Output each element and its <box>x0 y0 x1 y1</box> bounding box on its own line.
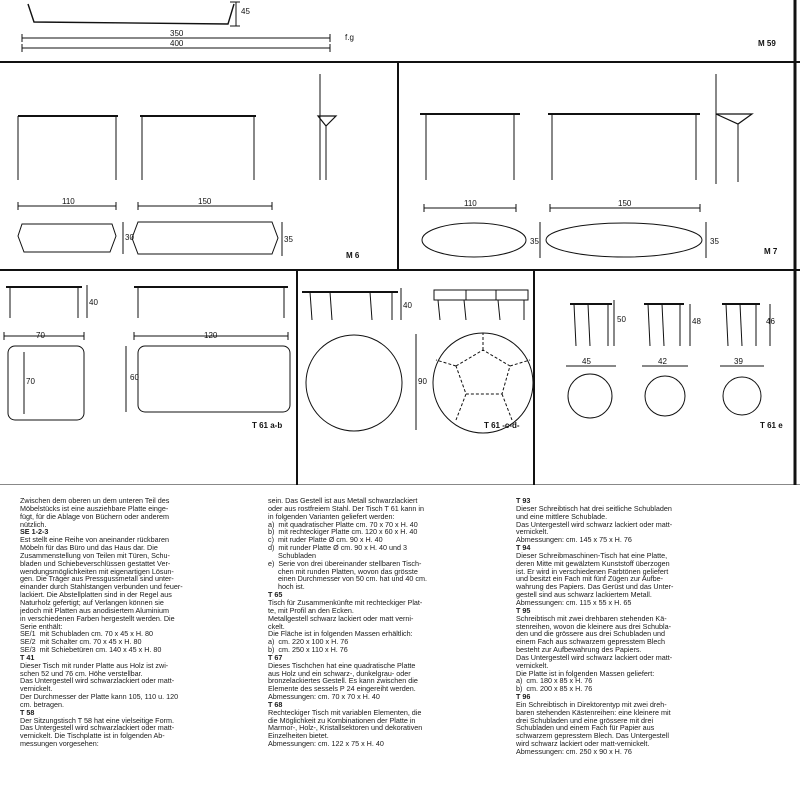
dim-t61ab-60: 60 <box>130 373 139 382</box>
dim-m7-150: 150 <box>618 199 632 208</box>
text-line: ist. Er wird in verschiedenen Farbtönen geliefert <box>516 566 669 576</box>
text-line: T 96 <box>516 692 531 702</box>
text-column-3 <box>516 497 764 800</box>
text-column-1 <box>20 497 268 800</box>
text-line: stenreihen, wovon die kleinere aus drei Schubla- <box>516 621 672 631</box>
text-line: ckelt. <box>268 621 285 631</box>
dim-m6-30: 30 <box>125 233 134 242</box>
text-line: jedoch mit Platten aus anodisiertem Aluminium <box>20 605 170 615</box>
text-line: nützlich. <box>20 519 47 529</box>
text-column-2 <box>268 497 516 800</box>
text-line: Dieser Tisch mit runder Platte aus Holz ist zwi- <box>20 660 169 670</box>
text-line: T 68 <box>268 699 283 709</box>
dim-t61e-42: 42 <box>658 357 667 366</box>
dim-t61ab-40: 40 <box>89 298 98 307</box>
text-line: oder aus rostfreiem Stahl. Der Tisch T 61 kann in <box>268 503 424 513</box>
text-line: te, mit Profil an den Ecken. <box>268 605 354 615</box>
drawing-m6 <box>18 74 360 260</box>
text-line: T 58 <box>20 707 35 717</box>
text-line: SE/1 mit Schubladen cm. 70 x 45 x H. 80 <box>20 629 154 639</box>
text-line: Das Untergestell wird schwarzlackiert oder matt- <box>20 723 175 733</box>
text-line: in folgenden Varianten geliefert werden: <box>268 511 395 521</box>
text-line: aus Holz und ein schwarz-, dunkelgrau- oder <box>268 668 411 678</box>
dim-t61ab-120: 120 <box>204 331 218 340</box>
text-line: Serie enthält: <box>20 621 63 631</box>
text-line: b) mit rechteckiger Platte cm. 120 x 60 x H. 40 <box>268 527 418 537</box>
text-line: und eine mittlere Schublade. <box>516 511 608 521</box>
text-line: Möbelstücks ist eine ausziehbare Platte einge- <box>20 503 169 513</box>
dim-m6-150: 150 <box>198 197 212 206</box>
text-line: Abmessungen: cm. 145 x 75 x H. 76 <box>516 535 632 545</box>
model-code-m7: M 7 <box>764 247 778 256</box>
text-line: Schubladen <box>268 550 316 560</box>
text-line: Einzelheiten bietet. <box>268 731 329 741</box>
dim-t61cd-90: 90 <box>418 377 427 386</box>
text-line: vernickelt. <box>516 527 549 537</box>
text-line: e) Serie von drei übereinander stellbaren Tisch- <box>268 558 422 568</box>
text-line: Die Fläche ist in folgenden Massen erhältlich: <box>268 629 413 639</box>
text-line: in verschiedenen Farben hergestellt werden. Die <box>20 613 175 623</box>
drawing-t61e <box>566 300 783 430</box>
text-line: bladen und Schiebeverschlüssen gestattet Ver- <box>20 558 171 568</box>
drawing-t61cd <box>302 288 533 433</box>
text-line: T 93 <box>516 497 531 505</box>
text-line: wendungsmöglichkeiten mit eigenartigen Lösun- <box>20 566 174 576</box>
text-line: deren Mitte mit gewälztem Kunststoff überzogen <box>516 558 670 568</box>
text-line: Das Untergestell wird schwarzlackiert oder matt- <box>20 676 175 686</box>
text-line: sein. Das Gestell ist aus Metall schwarzlackiert <box>268 497 418 505</box>
text-line: fügt, für die Ablage von Büchern oder anderem <box>20 511 170 521</box>
text-line: wahrung des Papiers. Das Gerüst und das Unter- <box>516 582 674 592</box>
text-line: Est stellt eine Reihe von aneinander rückbaren <box>20 535 170 545</box>
text-line: a) mit quadratischer Platte cm. 70 x 70 x H. 40 <box>268 519 418 529</box>
dim-m6-110: 110 <box>62 197 75 206</box>
text-line: T 67 <box>268 652 283 662</box>
drawing-m59 <box>22 2 776 52</box>
text-line: Zusammenstellung von Teilen mit Türen, Schu- <box>20 550 170 560</box>
model-code-t61e: T 61 e <box>760 421 783 430</box>
text-line: Der Durchmesser der Platte kann 105, 110 u. 120 <box>20 692 179 702</box>
text-line: Abmessungen: cm. 250 x 90 x H. 76 <box>516 747 632 756</box>
dim-t61e-45: 45 <box>582 357 591 366</box>
dim-t61cd-40: 40 <box>403 301 412 310</box>
text-line: Abmessungen: cm. 122 x 75 x H. 40 <box>268 739 384 749</box>
text-line: vernickelt. <box>516 660 549 670</box>
text-line: Dieses Tischchen hat eine quadratische Platte <box>268 660 416 670</box>
model-code-m6: M 6 <box>346 251 360 260</box>
text-line: und besitzt ein Fach mit fünf Zügen zur Aufbe- <box>516 574 664 584</box>
text-line: schen 52 und 76 cm. Höhe verstellbar. <box>20 668 143 678</box>
text-line: SE/2 mit Schalter cm. 70 x 45 x H. 80 <box>20 637 142 647</box>
text-line: einander durch Stahlstangen verbunden und feuer- <box>20 582 183 592</box>
text-line: Schubladen und einem Fach für Papier aus <box>516 723 655 733</box>
text-line: die Möglichkeit zu Kombinationen der Platte in <box>268 715 416 725</box>
dim-top-400: 400 <box>170 39 184 48</box>
dim-top-350: 350 <box>170 29 184 38</box>
text-line: den und die grössere aus drei Schubladen und <box>516 629 666 639</box>
text-line: gestell sind aus schwarz lackiertem Metall. <box>516 590 652 600</box>
text-line: Möbeln für das Büro und das Haus dar. Die <box>20 543 158 553</box>
text-line: messungen vorgesehen: <box>20 739 99 749</box>
text-line: Elemente des sessels P 24 eingereiht werden. <box>268 684 416 694</box>
dim-t61ab-70w: 70 <box>36 331 45 340</box>
text-line: SE/3 mit Schiebetüren cm. 140 x 45 x H. 80 <box>20 645 162 655</box>
text-line: Zwischen dem oberen un dem unteren Teil des <box>20 497 170 505</box>
text-line: T 94 <box>516 543 531 553</box>
text-line: besteht zur Aufbewahrung des Papiers. <box>516 645 642 655</box>
text-line: Rechteckiger Tisch mit variablen Elementen, die <box>268 707 422 717</box>
text-line: b) cm. 200 x 85 x H. 76 <box>516 684 593 694</box>
text-line: Marmor-, Holz-, Kristallsektoren und dekorativen <box>268 723 423 733</box>
model-code-m59: M 59 <box>758 39 776 48</box>
text-line: a) cm. 220 x 100 x H. 76 <box>268 637 349 647</box>
dim-t61e-48: 48 <box>692 317 701 326</box>
dim-top-height: 45 <box>241 7 250 16</box>
text-line: lackiert. Die Abstellplatten sind in der Regel aus <box>20 590 172 600</box>
dim-m7-110: 110 <box>464 199 477 208</box>
text-line: c) mit ruder Platte Ø cm. 90 x H. 40 <box>268 535 383 545</box>
text-line: cm. betragen. <box>20 699 64 709</box>
text-line: Naturholz gefertigt; auf Verlangen können sie <box>20 597 164 607</box>
text-line: Abmessungen: cm. 115 x 55 x H. 65 <box>516 597 632 607</box>
text-line: hoch ist. <box>268 582 305 592</box>
text-line: Tisch für Zusammenkünfte mit rechteckiger Plat- <box>268 597 423 607</box>
text-line: Ein Schreibtisch in Direktorentyp mit zwei dreh- <box>516 699 667 709</box>
text-line: a) cm. 180 x 85 x H. 76 <box>516 676 593 686</box>
text-line: einem Fach aus schwarzem gepresstem Blech <box>516 637 666 647</box>
dim-t61e-46: 46 <box>766 317 775 326</box>
dim-m6-35: 35 <box>284 235 293 244</box>
text-line: T 95 <box>516 605 531 615</box>
text-line: Der Sitzungstisch T 58 hat eine vielseitige Form. <box>20 715 174 725</box>
text-line: schwarzem gepresstem Blech. Das Untergestell <box>516 731 669 741</box>
text-line: b) cm. 250 x 110 x H. 76 <box>268 645 348 655</box>
text-line: SE 1-2-3 <box>20 527 49 537</box>
text-line: wird schwarz lackiert oder matt-vernickelt. <box>516 739 650 749</box>
model-code-t61ab: T 61 a-b <box>252 421 283 430</box>
text-line: Das Untergestell wird schwarz lackiert oder matt- <box>516 652 673 662</box>
text-line: drei Schubladen und eine grössere mit drei <box>516 715 654 725</box>
drawing-m7 <box>420 74 778 258</box>
text-line: vernickelt. Die Tischplatte ist in folgenden Ab- <box>20 731 165 741</box>
text-line: T 41 <box>20 652 35 662</box>
dim-m7-35b: 35 <box>710 237 719 246</box>
text-line: baren stehenden Kästenreihen: eine kleinere mit <box>516 707 671 717</box>
text-line: T 65 <box>268 590 283 600</box>
text-line: vernickelt. <box>20 684 53 694</box>
text-line: einen Durchmesser von 50 cm. hat und 40 cm. <box>268 574 427 584</box>
text-line: Schreibtisch mit zwei drehbaren stehenden Kä- <box>516 613 667 623</box>
text-line: Die Platte ist in folgenden Massen geliefert: <box>516 668 655 678</box>
text-line: Abmessungen: cm. 70 x 70 x H. 40 <box>268 692 380 702</box>
model-code-t61cd: T 61 -c-d- <box>484 421 520 430</box>
text-line: chen mit runden Platten, wovon das grösste <box>268 566 418 576</box>
text-line: bronzelackiertes Gestell. Es kann zwischen die <box>268 676 418 686</box>
text-line: Das Untergestell wird schwarz lackiert oder matt- <box>516 519 673 529</box>
dim-t61e-50: 50 <box>617 315 626 324</box>
dim-t61e-39: 39 <box>734 357 743 366</box>
drawing-t61ab <box>4 285 290 430</box>
text-line: Metallgestell schwarz lackiert oder matt verni- <box>268 613 414 623</box>
text-line: Dieser Schreibmaschinen-Tisch hat eine Platte, <box>516 550 668 560</box>
text-line: d) mit runder Platte Ø cm. 90 x H. 40 und 3 <box>268 543 408 553</box>
dim-t61ab-70h: 70 <box>26 377 35 386</box>
text-line: gen. Die Träger aus Pressgussmetall sind unter- <box>20 574 174 584</box>
dim-m7-35a: 35 <box>530 237 539 246</box>
text-line: Dieser Schreibtisch hat drei seitliche Schubladen <box>516 503 672 513</box>
drawing-label-fg: f.g <box>345 33 354 42</box>
